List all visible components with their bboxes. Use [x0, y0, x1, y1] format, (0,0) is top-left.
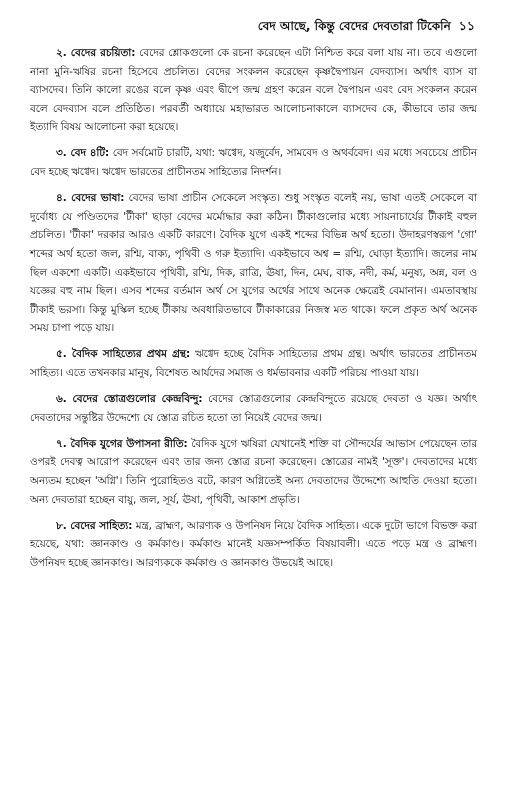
page-number: ১১: [458, 18, 475, 33]
paragraph-heading: ৮. বেদের সাহিত্য:: [56, 519, 133, 532]
paragraph-vedic-literature: [30, 517, 477, 573]
paragraph-text: বেদের ভাষা প্রাচীন সেকেলে সংস্কৃত। শুধু সংস্কৃত বলেই নয়, ভাষা এতই সেকেলে বা দুর্বোধ্য যে পণ্ডিতদের 'টীকা' ছাড়া বেদের মর্মোদ্ধার করা কঠিন। টীকাগুলোর মধ্যে সায়নাচার্যের টীকাই বহুল প্রচলিত। 'টীকা' দরকার আরও একটি কারণে। বৈদিক যুগে একই শব্দের বিভিন্ন অর্থ হতো। উদাহরণস্বরূপ 'গো' শব্দের অর্থ হতো জল, রশ্মি, বাক্য, পৃথিবী ও গরু ইত্যাদি। একইভাবে অশ্ব = রশ্মি, ঘোড়া ইত্যাদি। জলের নাম ছিল একশো একটি। একইভাবে পৃথিবী, রশ্মি, দিক, রাত্রি, ঊষা, দিন, মেঘ, বাক, নদী, কর্ম, মনুষ্য, অন্ন, বল ও যজ্ঞের বহু নাম ছিল। এসব শব্দের বর্তমান অর্থ সে যুগের অর্থের সাথে অনেক ক্ষেত্রেই বেমানান। এমতাবস্থায় টীকাই ভরসা। কিন্তু মুস্কিল হচ্ছে টীকায় অবধারিতভাবে টীকাকারের নিজস্ব মত থাকে। ফলে প্রকৃত অর্থ অনেক সময় চাপা পড়ে যায়।: [30, 192, 477, 335]
paragraph-text: বেদ সর্বমোট চারটি, যথা: ঋগ্বেদ, যজুর্বেদ, সামবেদ ও অথর্ববেদ। এর মধ্যে সবচেয়ে প্রাচীন বেদ হচ্ছে ঋগ্বেদ। ঋগ্বেদ ভারতের প্রাচীনতম সাহিত্যের নিদর্শন।: [30, 147, 477, 179]
paragraph-heading: ৭. বৈদিক যুগের উপাসনা রীতি:: [56, 437, 188, 450]
paragraph-vedic-language: [30, 189, 477, 338]
paragraph-hymn-focus: [30, 390, 477, 427]
paragraph-first-text: [30, 345, 477, 382]
paragraph-heading: ৫. বৈদিক সাহিত্যের প্রথম গ্রন্থ:: [56, 348, 191, 361]
paragraph-four-vedas: [30, 144, 477, 181]
paragraph-text: বেদের শ্লোকগুলো কে রচনা করেছেন এটা নিশ্চিত করে বলা যায় না। তবে এগুলো নানা মুনি-ঋষির রচনা হিসেবে প্রচলিত। বেদের সংকলন করেছেন কৃষ্ণদ্বৈপায়ন বেদব্যাস। অর্থাৎ ব্যাস বা ব্যাসদেব। তিনি কালো রঙের বলে কৃষ্ণ এবং দ্বীপে জন্ম গ্রহণ করেন বলে দ্বৈপায়ন এবং বেদ সংকলন করেন বলে বেদব্যাস বলে প্রতিষ্ঠিত। পরবর্তী অধ্যায়ে মহাভারত আলোচনাকালে ব্যাসদেব কে, কীভাবে তার জন্ম ইত্যাদি বিষয় আলোচনা করা হয়েছে।: [30, 47, 477, 134]
running-header: [30, 18, 477, 38]
paragraph-text: ঋগ্বেদ হচ্ছে বৈদিক সাহিত্যের প্রথম গ্রন্থ। অর্থাৎ ভারতের প্রাচীনতম সাহিত্য। এতে তখনকার মানুষ, বিশেষত আর্যদের সমাজ ও ধর্মভাবনার একটি পরিচয় পাওয়া যায়।: [30, 348, 477, 379]
paragraph-text: বেদের স্তোত্রগুলোর কেন্দ্রবিন্দুতে রয়েছে দেবতা ও যজ্ঞ। অর্থাৎ দেবতাদের সন্তুষ্টির উদ্দেশ্যে যে স্তোত্র রচিত হতো তা নিয়েই বেদের জন্ম।: [30, 393, 478, 424]
running-title: বেদ আছে, কিন্তু বেদের দেবতারা টিকেনি: [257, 19, 451, 33]
paragraph-vedas-authors: [30, 44, 477, 137]
paragraph-text: মন্ত্র, ব্রাহ্মণ, আরণ্যক ও উপনিষদ নিয়ে বৈদিক সাহিত্য। একে দুটো ভাগে বিভক্ত করা হয়েছে, যথা: জ্ঞানকাণ্ড ও কর্মকাণ্ড। কর্মকাণ্ড মানেই যজ্ঞসম্পর্কিত বিষয়াবলী। এতে পড়ে মন্ত্র ও ব্রাহ্মণ। উপনিষদ হচ্ছে জ্ঞানকাণ্ড। আরণ্যককে কর্মকাণ্ড ও জ্ঞানকাণ্ড উভয়েই আছে।: [30, 519, 478, 569]
paragraph-text: বৈদিক যুগে ঋষিরা যেখানেই শক্তি বা সৌন্দর্যের আভাস পেয়েছেন তার ওপরই দেবত্ব আরোপ করেছেন এবং তার জন্য স্তোত্র রচনা করেছেন। স্তোত্রের নামই 'সূক্ত'। দেবতাদের মধ্যে অন্যতম হচ্ছেন 'অগ্নি'। তিনি পুরোহিতও বটে, কারণ অগ্নিতেই অন্য দেবতাদের উদ্দেশ্যে আহুতি দেওয়া হতো। অন্য দেবতারা হচ্ছেন বায়ু, জল, সূর্য, ঊষা, পৃথিবী, আকাশ প্রভৃতি।: [30, 437, 477, 506]
paragraph-heading: ২. বেদের রচয়িতা:: [56, 47, 136, 59]
paragraph-heading: ৪. বেদের ভাষা:: [56, 192, 125, 205]
paragraph-heading: ৩. বেদ ৪টি:: [56, 147, 110, 160]
paragraph-heading: ৬. বেদের স্তোত্রগুলোর কেন্দ্রবিন্দু:: [56, 393, 203, 406]
paragraph-worship-practice: [30, 435, 477, 509]
